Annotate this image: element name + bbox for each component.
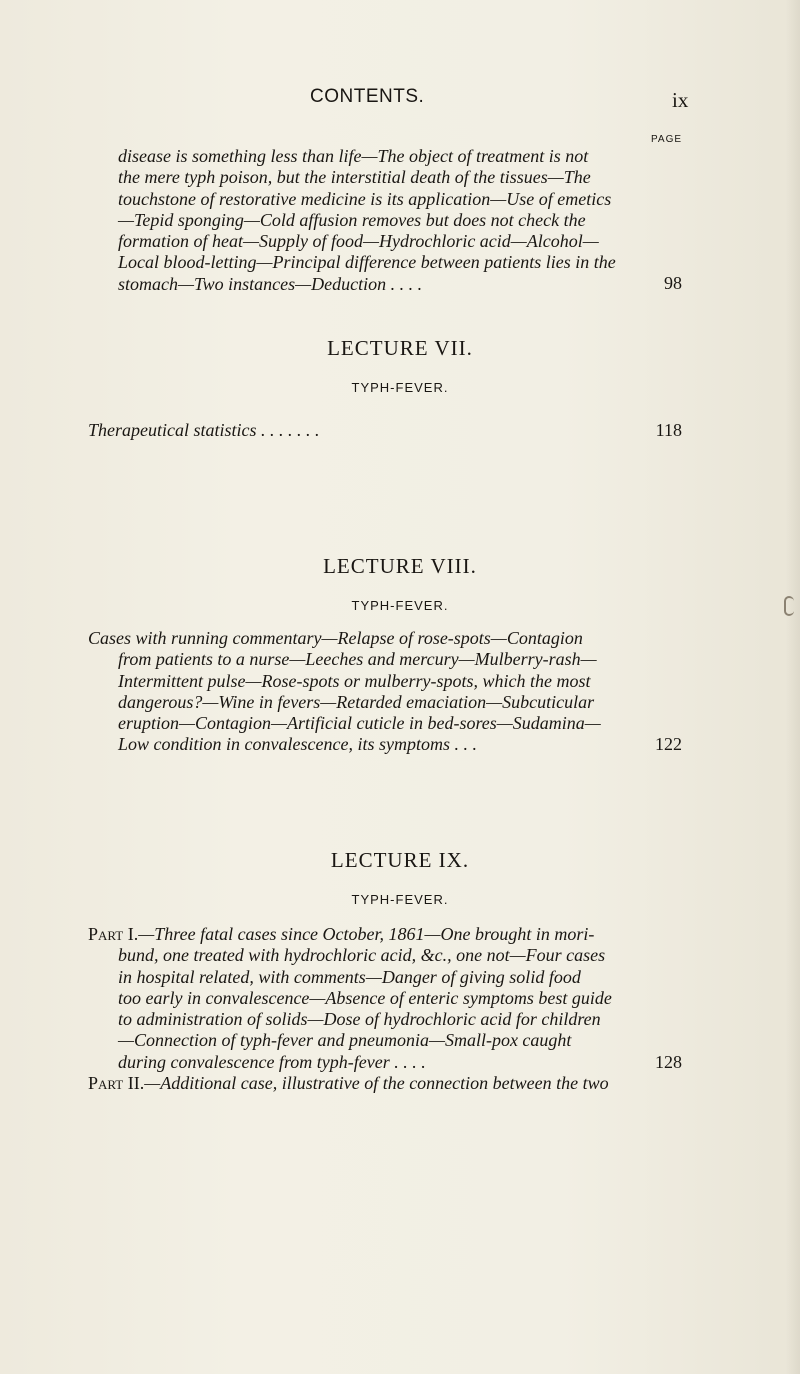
entry-page-number: 98 xyxy=(664,273,682,293)
lecture-subheading: TYPH-FEVER. xyxy=(351,892,449,907)
entry-line: stomach—Two instances—Deduction . . . . xyxy=(118,273,423,294)
entry-line: Low condition in convalescence, its symptoms . . . xyxy=(118,734,477,755)
entry-line: touchstone of restorative medicine is its application—Use of emetics xyxy=(118,188,612,209)
entry-line: eruption—Contagion—Artificial cuticle in bed-sores—Sudamina— xyxy=(118,713,601,734)
running-head xyxy=(0,86,800,116)
entry-page-number: 122 xyxy=(655,734,682,754)
entry-line: formation of heat—Supply of food—Hydrochloric acid—Alcohol— xyxy=(118,231,599,252)
entry-line: during convalescence from typh-fever . . . . xyxy=(118,1051,426,1072)
page-number: ix xyxy=(672,88,689,112)
entry-line: bund, one treated with hydrochloric acid, &c., one not—Four cases xyxy=(118,945,606,966)
entry-line: —Connection of typh-fever and pneumonia—Small-pox caught xyxy=(118,1030,572,1051)
lecture-heading: LECTURE VIII. xyxy=(323,554,477,578)
entry-line xyxy=(88,924,682,945)
lecture-subheading: TYPH-FEVER. xyxy=(351,380,449,395)
entry-page-number: 128 xyxy=(655,1052,682,1072)
toc-entry: Therapeutical statistics . . . . . . . xyxy=(88,420,320,440)
toc-entry xyxy=(88,628,682,756)
lecture-subheading: TYPH-FEVER. xyxy=(351,598,449,613)
part-label: Part I. xyxy=(88,924,139,944)
entry-line: to administration of solids—Dose of hydrochloric acid for children xyxy=(118,1009,601,1030)
toc-entry-continued xyxy=(118,146,680,295)
page-edge-shadow xyxy=(786,0,800,1374)
lecture-heading: LECTURE VII. xyxy=(327,336,473,360)
entry-page-number: 118 xyxy=(655,420,682,440)
entry-line-text: —Additional case, illustrative of the connection between the two xyxy=(144,1073,609,1094)
entry-line: Local blood-letting—Principal difference between patients lies in the xyxy=(118,252,616,273)
running-title: CONTENTS. xyxy=(310,86,425,107)
page-column-label: PAGE xyxy=(651,134,683,145)
entry-line: too early in convalescence—Absence of enteric symptoms best guide xyxy=(118,987,612,1008)
entry-line: dangerous?—Wine in fevers—Retarded emaciation—Subcuticular xyxy=(118,691,595,712)
entry-line xyxy=(88,1073,682,1094)
entry-line-text: —Three fatal cases since October, 1861—One brought in mori- xyxy=(138,924,595,944)
entry-line: disease is something less than life—The object of treatment is not xyxy=(118,146,589,166)
entry-line: —Tepid sponging—Cold affusion removes but does not check the xyxy=(118,209,586,230)
part-label: Part II. xyxy=(88,1073,145,1094)
lecture-heading: LECTURE IX. xyxy=(330,848,470,872)
entry-line: Cases with running commentary—Relapse of rose-spots—Contagion xyxy=(88,628,583,648)
toc-entry-part-1 xyxy=(88,924,682,1094)
entry-line: the mere typh poison, but the interstitial death of the tissues—The xyxy=(118,167,591,188)
entry-line: from patients to a nurse—Leeches and mercury—Mulberry-rash— xyxy=(118,649,597,670)
entry-line: in hospital related, with comments—Danger of giving solid food xyxy=(118,966,581,987)
entry-line: Intermittent pulse—Rose-spots or mulberry-spots, which the most xyxy=(118,670,591,691)
